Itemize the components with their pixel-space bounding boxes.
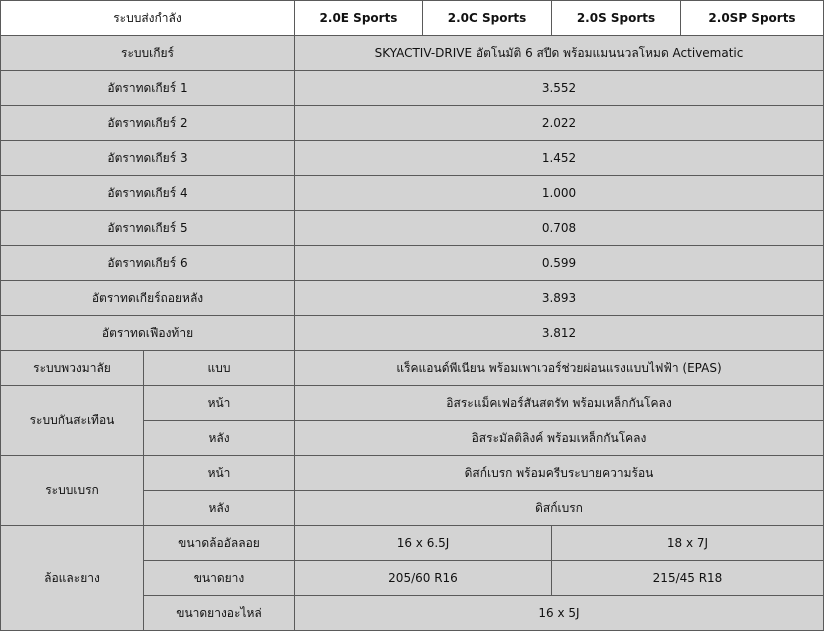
model-2-0e-sports: 2.0E Sports (295, 1, 423, 36)
tire-size-value-a: 205/60 R16 (295, 561, 552, 596)
table-row (1, 246, 824, 281)
row-value: SKYACTIV-DRIVE อัตโนมัติ 6 สปีด พร้อมแมนนวลโหมด Activematic (295, 36, 824, 71)
row-label: อัตราทดเกียร์ 5 (1, 211, 295, 246)
table-row (1, 36, 824, 71)
tire-size-value-b: 215/45 R18 (552, 561, 824, 596)
brakes-front-value: ดิสก์เบรก พร้อมครีบระบายความร้อน (295, 456, 824, 491)
rim-size-label: ขนาดล้ออัลลอย (144, 526, 295, 561)
row-value: 1.000 (295, 176, 824, 211)
suspension-front-label: หน้า (144, 386, 295, 421)
suspension-label: ระบบกันสะเทือน (1, 386, 144, 456)
rim-size-value-b: 18 x 7J (552, 526, 824, 561)
row-label: ระบบเกียร์ (1, 36, 295, 71)
steering-row (1, 351, 824, 386)
brakes-rear-label: หลัง (144, 491, 295, 526)
model-2-0c-sports: 2.0C Sports (423, 1, 552, 36)
row-label: อัตราทดเกียร์ 1 (1, 71, 295, 106)
rim-size-value-a: 16 x 6.5J (295, 526, 552, 561)
suspension-front-value: อิสระแม็คเฟอร์สันสตรัท พร้อมเหล็กกันโคลง (295, 386, 824, 421)
header-row (1, 1, 824, 36)
row-label: อัตราทดเกียร์ 2 (1, 106, 295, 141)
wheels-rim-row (1, 526, 824, 561)
row-value: 0.599 (295, 246, 824, 281)
brakes-front-row (1, 456, 824, 491)
spare-tire-value: 16 x 5J (295, 596, 824, 631)
table-row (1, 106, 824, 141)
suspension-rear-value: อิสระมัลติลิงค์ พร้อมเหล็กกันโคลง (295, 421, 824, 456)
row-value: 0.708 (295, 211, 824, 246)
steering-label: ระบบพวงมาลัย (1, 351, 144, 386)
table-row (1, 316, 824, 351)
table-row (1, 71, 824, 106)
table-row (1, 281, 824, 316)
row-value: 3.812 (295, 316, 824, 351)
row-label: อัตราทดเกียร์ 3 (1, 141, 295, 176)
steering-value: แร็คแอนด์พีเนียน พร้อมเพาเวอร์ช่วยผ่อนแรงแบบไฟฟ้า (EPAS) (295, 351, 824, 386)
row-value: 1.452 (295, 141, 824, 176)
row-value: 3.552 (295, 71, 824, 106)
row-label: อัตราทดเกียร์ 4 (1, 176, 295, 211)
table-row (1, 141, 824, 176)
tire-size-label: ขนาดยาง (144, 561, 295, 596)
row-value: 2.022 (295, 106, 824, 141)
suspension-rear-label: หลัง (144, 421, 295, 456)
row-label: อัตราทดเฟืองท้าย (1, 316, 295, 351)
wheels-label: ล้อและยาง (1, 526, 144, 631)
table-row (1, 211, 824, 246)
brakes-rear-value: ดิสก์เบรก (295, 491, 824, 526)
suspension-front-row (1, 386, 824, 421)
row-value: 3.893 (295, 281, 824, 316)
header-label: ระบบส่งกำลัง (1, 1, 295, 36)
table-row (1, 176, 824, 211)
brakes-front-label: หน้า (144, 456, 295, 491)
model-2-0sp-sports: 2.0SP Sports (681, 1, 824, 36)
model-2-0s-sports: 2.0S Sports (552, 1, 681, 36)
row-label: อัตราทดเกียร์ 6 (1, 246, 295, 281)
spare-tire-label: ขนาดยางอะไหล่ (144, 596, 295, 631)
row-label: อัตราทดเกียร์ถอยหลัง (1, 281, 295, 316)
steering-sub-label: แบบ (144, 351, 295, 386)
brakes-label: ระบบเบรก (1, 456, 144, 526)
